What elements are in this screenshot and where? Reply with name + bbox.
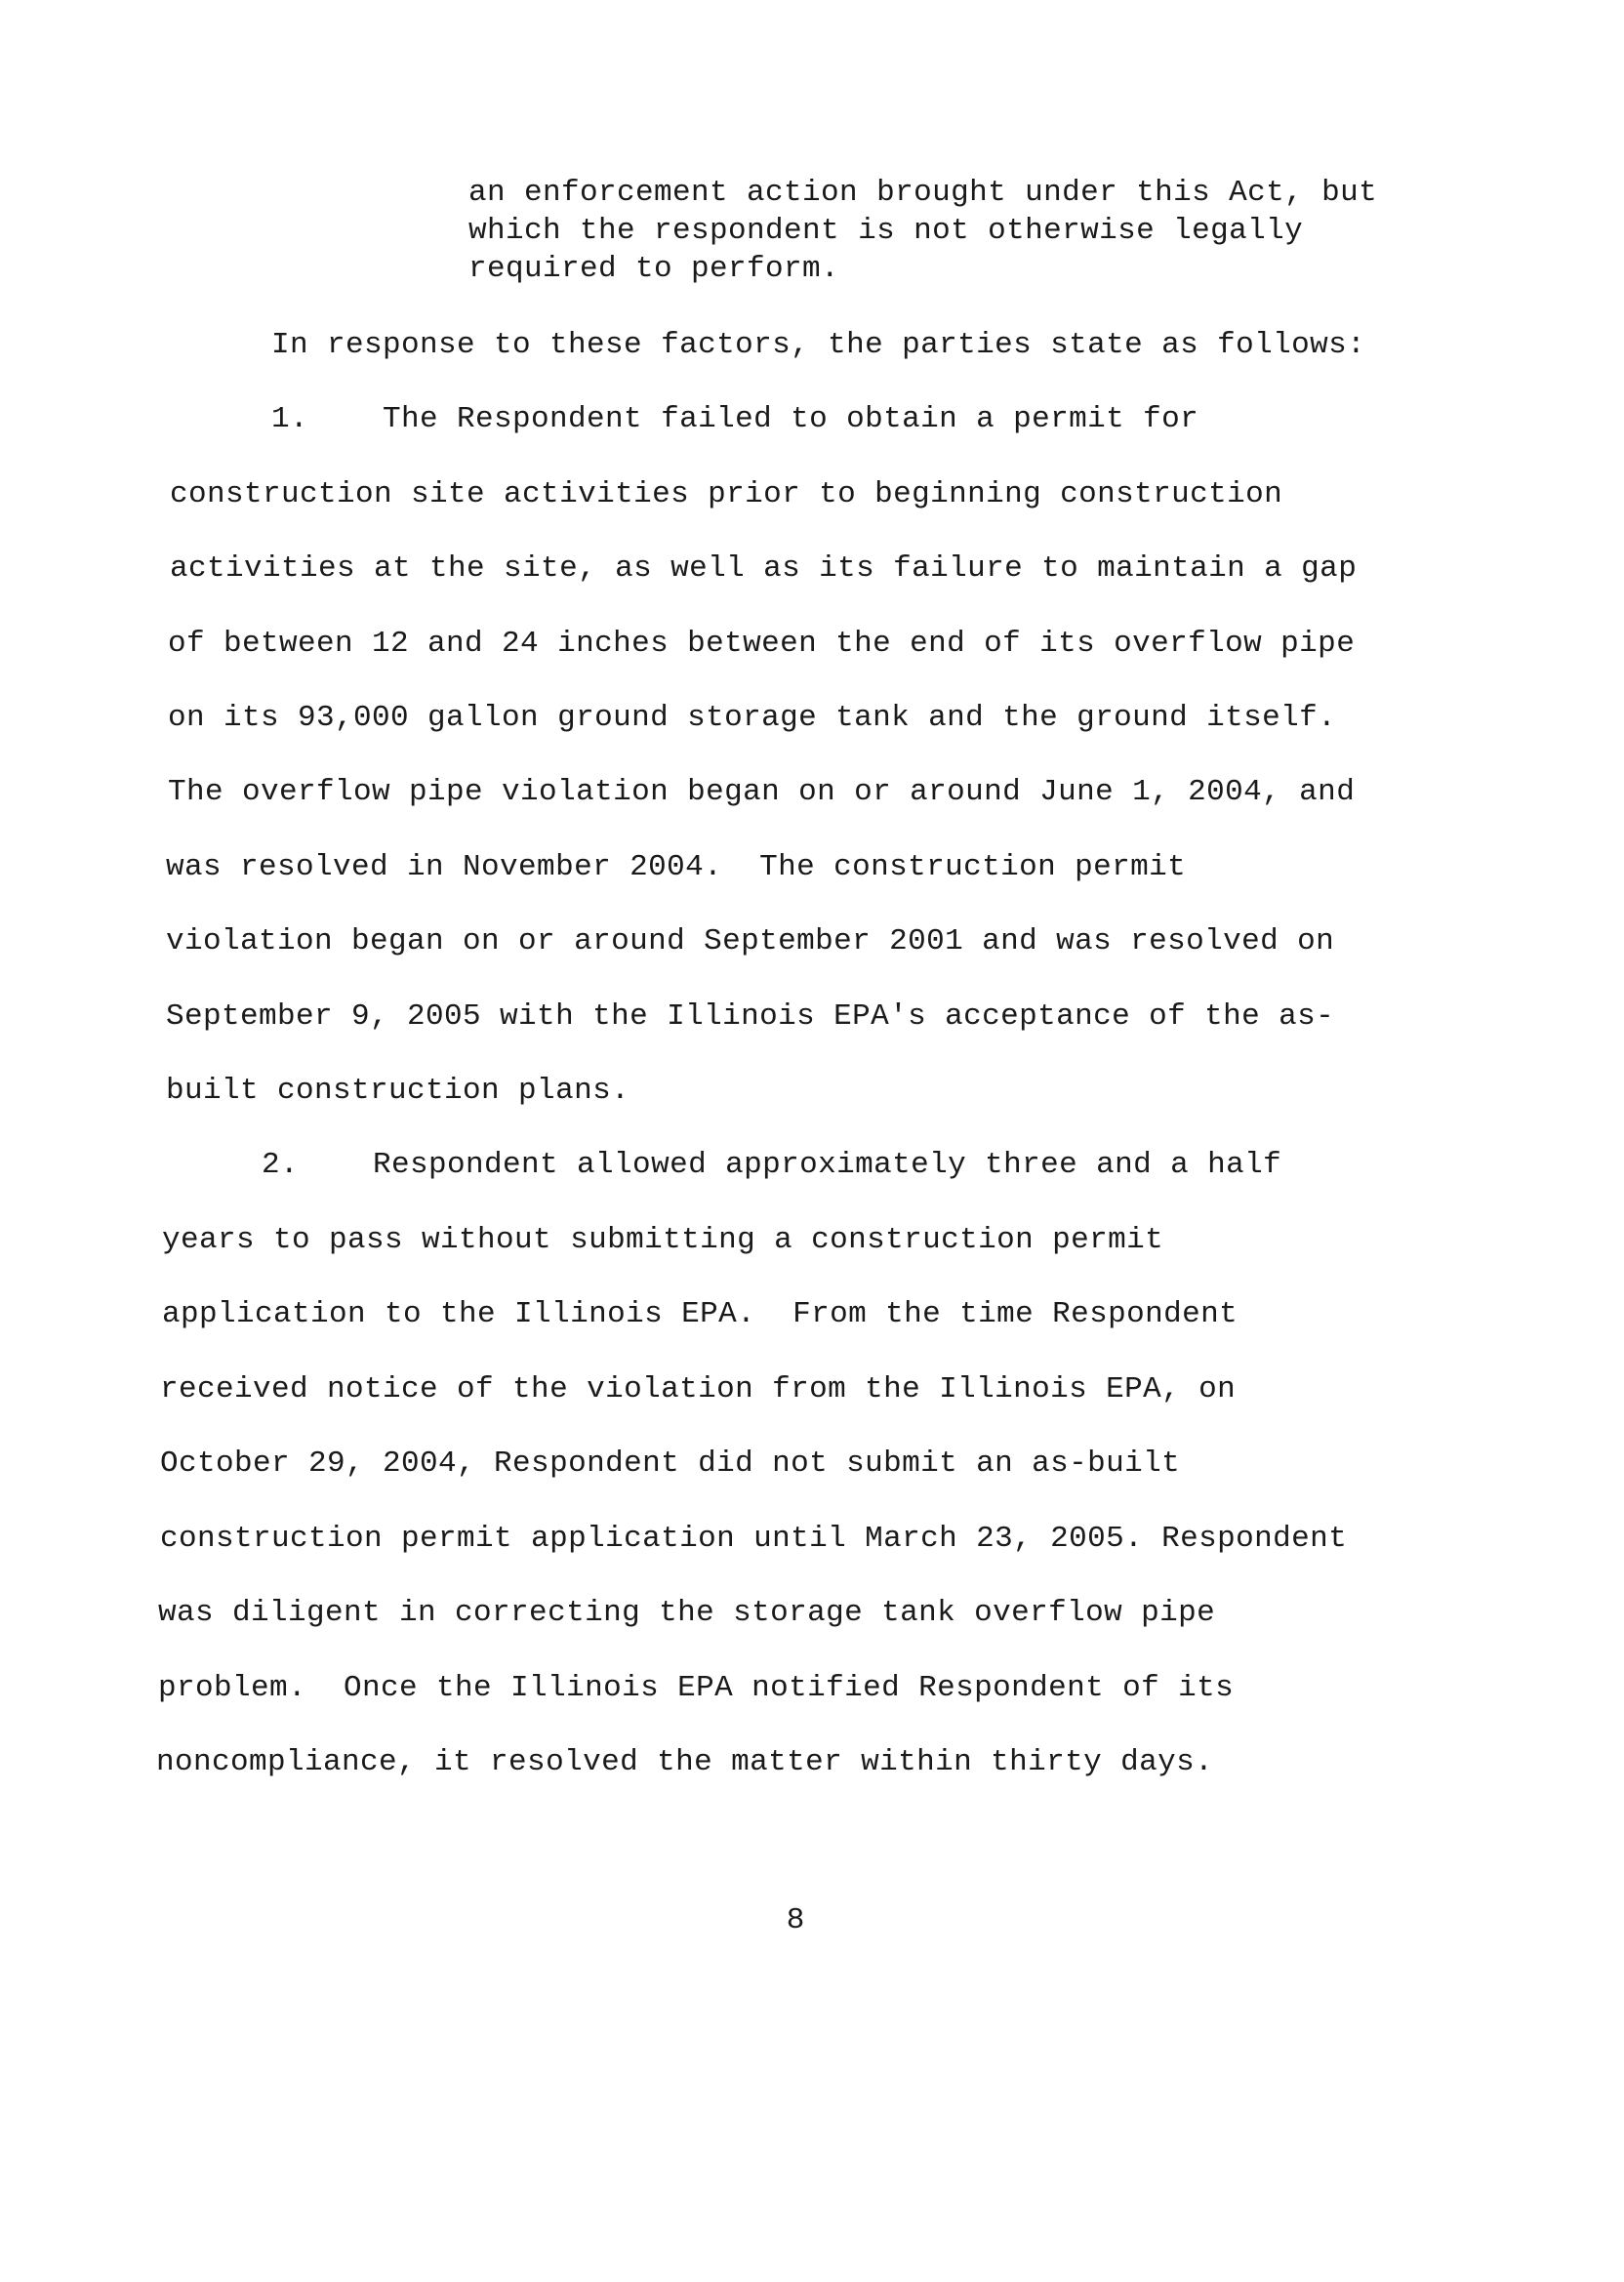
paragraph-line: was resolved in November 2004. The construction permit: [166, 850, 1187, 884]
paragraph-line: construction permit application until March 23, 2005. Respondent: [160, 1522, 1348, 1556]
paragraph-line: on its 93,000 gallon ground storage tank and the ground itself.: [168, 701, 1337, 735]
paragraph-line: built construction plans.: [166, 1074, 630, 1108]
page-number: 8: [786, 1903, 805, 1937]
quote-line: required to perform.: [468, 252, 840, 286]
paragraph-line: of between 12 and 24 inches between the end of its overflow pipe: [168, 627, 1356, 661]
paragraph-line: received notice of the violation from the Illinois EPA, on: [160, 1372, 1237, 1406]
paragraph-line: The overflow pipe violation began on or around June 1, 2004, and: [168, 775, 1356, 809]
quoted-statute-block: [468, 174, 1444, 288]
paragraph-line: problem. Once the Illinois EPA notified Respondent of its: [158, 1671, 1235, 1705]
paragraph-line: September 9, 2005 with the Illinois EPA's acceptance of the as-: [166, 999, 1335, 1034]
paragraph-line: 1. The Respondent failed to obtain a permit for: [271, 402, 1199, 436]
intro-sentence: In response to these factors, the parties state as follows:: [271, 328, 1366, 362]
paragraph-line: violation began on or around September 2001 and was resolved on: [166, 924, 1335, 958]
paragraph-line: noncompliance, it resolved the matter within thirty days.: [156, 1745, 1214, 1779]
paragraph-line: years to pass without submitting a construction permit: [162, 1223, 1164, 1257]
paragraph-line: activities at the site, as well as its failure to maintain a gap: [170, 551, 1358, 586]
paragraph-line: 2. Respondent allowed approximately three and a half: [262, 1148, 1282, 1182]
paragraph-line: construction site activities prior to beginning construction: [170, 477, 1283, 511]
paragraph-line: application to the Illinois EPA. From the time Respondent: [162, 1297, 1238, 1331]
quote-line: an enforcement action brought under this Act, but: [468, 176, 1378, 210]
paragraph-line: October 29, 2004, Respondent did not submit an as-built: [160, 1447, 1181, 1481]
quote-line: which the respondent is not otherwise legally: [468, 214, 1304, 248]
paragraph-line: was diligent in correcting the storage tank overflow pipe: [158, 1596, 1216, 1630]
